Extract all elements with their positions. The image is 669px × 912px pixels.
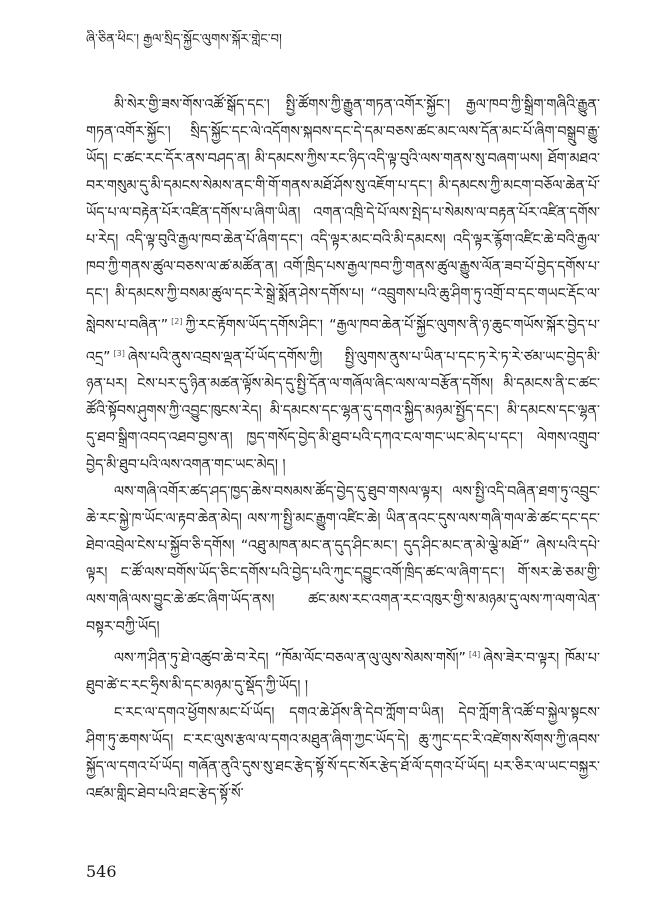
- paragraph-text: ཀྱི་རང་རྟོགས་ཡོད་དགོས་ཤིང་། “རྒྱལ་ཁབ་ཆེན་པོ་སྐྱོང་ལུགས་ནི་ཉ་ཆུང་གཡོས་སྐོར་བྱེད་པ་འདྲ”: [86, 317, 600, 366]
- footnote-marker[interactable]: [4]: [468, 650, 481, 660]
- paragraph-1: [86, 92, 600, 479]
- running-header: ཞི་ཅིན་ཕིང་། རྒྱལ་སྲིད་སྐྱོང་ལུགས་སྐོར་གླེང་བ།: [86, 32, 282, 47]
- paragraph-2: [86, 479, 600, 641]
- footnote-marker[interactable]: [3]: [113, 348, 125, 358]
- paragraph-text: ང་རང་ལ་དགའ་ཕྱོགས་མང་པོ་ཡོད། དགའ་ཆེ་ཤོས་ནི་དེབ་ཀློག་བ་ཡིན། དེབ་ཀློག་ནི་འཚོ་བ་སྐྱེལ་སྟངས་ཤིག་ཏུ་ཆགས་ཡོད། ང་རང་ལུས་རྩལ་ལ་དགའ་མཐུན་ཞིག་ཀྱང་ཡོད་དེ། ཆུ་ཀུང་དང་རི་འཛེགས་སོགས་ཀྱི་ཞབས་སྐྱོད་ལ་དགའ་པོ་ཡོད། གཞོན་ནུའི་དུས་སུ་ཐང་རྩེད་སྟོ་སོ་དང་སོར་རྩེད་ཐོ་ལོ་དགའ་པོ་ཡོད། པར་ཅིར་ལ་ཡང་བསྐྱར་འཛམ་གླིང་ཐེབ་པའི་ཐང་རྩེད་སྟོ་སོ་: [86, 705, 600, 803]
- paragraph-text: ལས་ཀ་ཤིན་ཏུ་ཐེ་འཚུབ་ཆེ་བ་རེད། “ཁོམ་ལོང་བཅལ་ན་ལུ་ལུས་སེམས་གསོ།”: [114, 651, 466, 668]
- footnote-marker[interactable]: [2]: [171, 317, 183, 326]
- paragraph-text: མི་སེར་གྱི་ཟས་གོས་འཚོ་སྒོད་དང་། སྤྱི་ཚོགས་ཀྱི་རྒྱུན་གཏན་འགོར་སྐྱོང་། རྒྱལ་ཁབ་ཀྱི་སྒྲིག་གཞིའི་རྒྱུན་གཏན་འགོར་སྐྱོང་། སྲིད་སྐྱོང་དང་ལེ་འདོགས་སྐབས་དང་དེ་དམ་བཅས་ཚང་མང་ལས་དོན་མང་པོ་ཞིག་བསྒྲུབ་རྒྱུ་ཡོད། ང་ཚང་རང་དོར་ནས་བཤད་ན། མི་དམངས་ཀྱིས་རང་ཉིད་འདི་ལྟ་བུའི་ལས་གནས་སུ་བཞག་ཡས། ཐོག་མཐའ་བར་གསུམ་དུ་མི་དམངས་སེམས་ནང་གི་གོ་གནས་མཐོ་ཤོས་སུ་འཇོག་པ་དང་། མི་དམངས་ཀྱི་མངག་བཅོལ་ཆེན་པོ་ཡོད་པ་ལ་བརྟེན་པོར་འཛིན་དགོས་པ་ཞིག་ཡིན། འགན་འཁྲི་དེ་པོ་ལས་སྤེད་པ་སེམས་ལ་བརྟན་པོར་འཛིན་དགོས་པ་རེད། འདི་ལྟ་བུའི་རྒྱལ་ཁབ་ཆེན་པོ་ཞིག་དང་། འདི་ལྟར་མང་བའི་མི་དམངས། འདི་ལྟར་རྙོག་འཛིང་ཆེ་བའི་རྒྱལ་ཁབ་ཀྱི་གནས་ཚུལ་བཅས་ལ་ཚ་མཚོན་ན། འགོ་ཁྲིད་པས་རྒྱལ་ཁབ་ཀྱི་གནས་ཚུལ་རྒྱུས་ལོན་ཟབ་པོ་བྱེད་དགོས་པ་དང་། མི་དམངས་ཀྱི་བསམ་ཚུལ་དང་རེ་སྒྲེ་སྨོན་ཤེས་དགོས་པ། “འབྲུགས་པའི་ཆུ་ཤིག་ཏུ་འགྲོ་བ་དང་གཡང་རྡོང་ལ་སླེབས་པ་བཞིན་”: [86, 97, 600, 334]
- paragraph-3: [86, 641, 600, 700]
- body-text: [86, 92, 600, 808]
- paragraph-text: ཞེས་པའི་ནུས་འབྲས་ལྡན་པོ་ཡོད་དགོས་ཀྱི། སྤྱི་ལུགས་ནུས་པ་ཡིན་པ་དང་ཏ་རེ་ཏ་རེ་ཙམ་ཡང་བྱེད་མི་ཉན་པར། ངེས་པར་དུ་ཉིན་མཚན་ལྟོས་མེད་དུ་སྤྱི་དོན་ལ་གཞོལ་ཞིང་ལས་ལ་བརྩོན་དགོས། མི་དམངས་ནི་ང་ཚང་ཚོའི་སྟོབས་ཤུགས་ཀྱི་འབྱུང་ཁུངས་རེད། མི་དམངས་དང་ལྷན་དུ་དགའ་སྐྱིད་མཉམ་སྤྱོད་དང་། མི་དམངས་དང་ལྷན་དུ་ཐབ་སྒྲིག་འབད་འཐབ་བྱས་ན། ཁྱད་གསོད་བྱེད་མི་ཐུབ་པའི་དཀའ་ངལ་གང་ཡང་མེད་པ་དང་། ལེགས་འགྲུབ་བྱེད་མི་ཐུབ་པའི་ལས་འགན་གང་ཡང་མེད། །: [86, 349, 600, 474]
- paragraph-text: ཞེས་ཟེར་བ་ལྟར། ཁོམ་པ་ཐུབ་ཚེ་ང་རང་ཧྲིས་མི་དང་མཉམ་དུ་སྡོད་ཀྱི་ཡོད། །: [86, 651, 600, 695]
- paragraph-text: ལས་གཞི་འགོར་ཚད་ཤད་ཁྱད་ཆེས་བསམས་ཚོད་བྱེད་དུ་ཐུབ་གསལ་ལྟར། ལས་སྤྱི་འདི་བཞིན་ཐག་ཏུ་འབྲུང་ཆེ་རང་སྐྱེ་ཁ་ཡོང་ལ་རྟབ་ཆེན་མེད། ལས་ཀ་སྤྱི་མང་རྒྱུག་འཛིང་ཆེ། ཡིན་ནའང་དུས་ལས་གཞི་གལ་ཆེ་ཚང་དང་དང་ཐེབ་འབྲེལ་ངེས་པ་སྐྱོབ་ཅི་དགོས། “འཐུ་མཁན་མང་ན་དུད་ཤིང་མང་། དུད་ཤིང་མང་ན་མེ་ལྕེ་མཐོ་” ཞེས་པའི་དཔེ་ལྟར། ང་ཚོ་ལས་བགོས་ཡོད་ཅིང་དགོས་པའི་བྱེད་པའི་ཀུང་དབྱུང་འགོ་ཁྲིད་ཚང་ལ་ཞིག་དང་། གོ་སར་ཆེ་ཅམ་གྱི་ལས་གཞི་ལས་བྱུང་ཆེ་ཚང་ཞིག་ཡོད་ནས། ཚང་མས་རང་འགན་རང་འཁུར་གྱི་ས་མཉམ་དུ་ལས་ཀ་ལག་ལེན་བསྟར་བཀྱི་ཡོད།: [86, 484, 600, 636]
- paragraph-4: [86, 700, 600, 808]
- page-number: 546: [86, 862, 117, 881]
